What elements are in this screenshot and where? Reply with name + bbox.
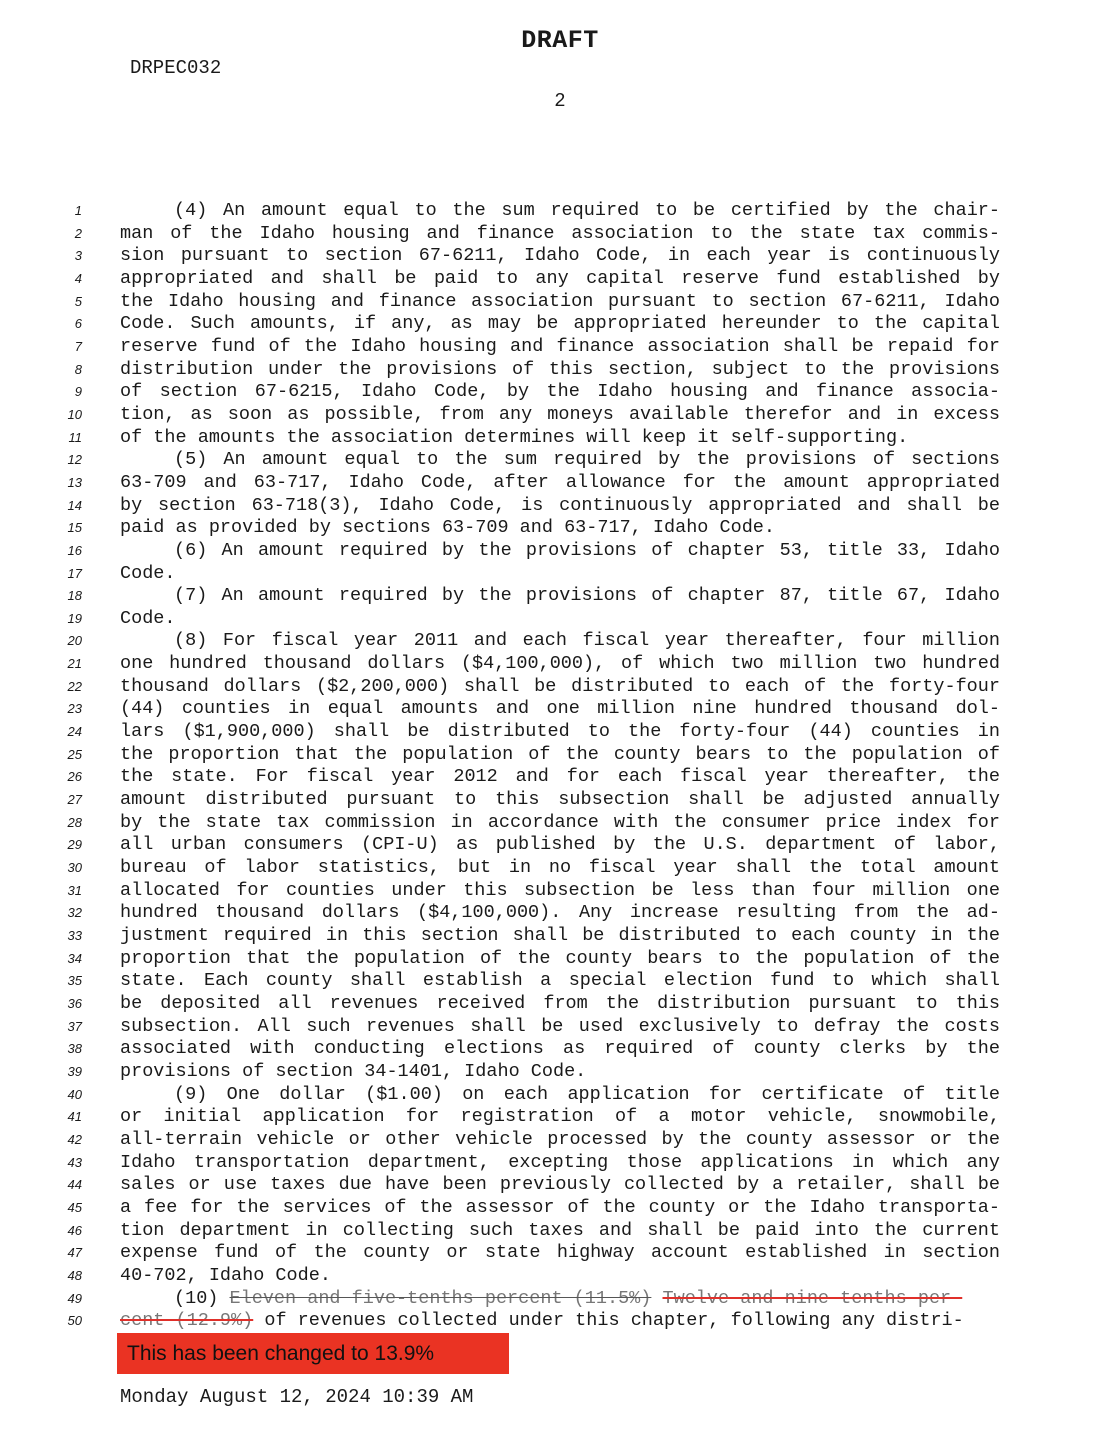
document-line	[0, 427, 1100, 450]
line-number: 9	[74, 384, 82, 400]
struck-old-text: Eleven and five-tenths percent (11.5%)	[229, 1287, 652, 1309]
line-number: 32	[67, 905, 82, 921]
line-number: 22	[67, 678, 82, 694]
line-number: 17	[67, 565, 82, 581]
line-text: Idaho transportation department, excepting those applications in which any	[120, 1151, 1000, 1173]
line-text: thousand dollars ($2,200,000) shall be distributed to each of the forty-four	[120, 675, 1000, 697]
document-line	[0, 540, 1100, 563]
document-line	[0, 902, 1100, 925]
line-number: 24	[67, 724, 82, 740]
document-line	[0, 1174, 1100, 1197]
document-line	[0, 1152, 1100, 1175]
line-number: 8	[74, 361, 82, 377]
line-text: (44) counties in equal amounts and one million nine hundred thousand dol-	[120, 698, 1000, 720]
document-line	[0, 359, 1100, 382]
line-number: 19	[67, 610, 82, 626]
document-line	[0, 653, 1100, 676]
document-line	[0, 698, 1100, 721]
document-line	[0, 721, 1100, 744]
line-text: (6) An amount required by the provisions of chapter 53, title 33, Idaho	[174, 539, 1000, 561]
line-number: 6	[74, 316, 82, 332]
line-number: 40	[67, 1086, 82, 1102]
page-number: 2	[554, 90, 566, 112]
line-text: (8) For fiscal year 2011 and each fiscal year thereafter, four million	[174, 630, 1000, 652]
line-number: 38	[67, 1041, 82, 1057]
document-line	[0, 857, 1100, 880]
line-text: allocated for counties under this subsection be less than four million one	[120, 879, 1000, 901]
line-text: (4) An amount equal to the sum required to be certified by the chair-	[174, 200, 1000, 221]
line-text: by section 63-718(3), Idaho Code, is continuously appropriated and shall be	[120, 494, 1000, 516]
line-number: 21	[67, 656, 82, 672]
line-number: 15	[67, 520, 82, 536]
line-number: 5	[74, 293, 82, 309]
line-text: the Idaho housing and finance association pursuant to section 67-6211, Idaho	[120, 290, 1000, 312]
line-text: by the state tax commission in accordance with the consumer price index for	[120, 811, 1000, 833]
document-line	[0, 1242, 1100, 1265]
document-line	[0, 449, 1100, 472]
document-line	[0, 1197, 1100, 1220]
line-text: state. Each county shall establish a special election fund to which shall	[120, 970, 1000, 992]
line-text: proportion that the population of the county bears to the population of the	[120, 947, 1000, 969]
line-text	[174, 1288, 1000, 1311]
document-line	[0, 834, 1100, 857]
line-text: the state. For fiscal year 2012 and for each fiscal year thereafter, the	[120, 766, 1000, 788]
document-line	[0, 336, 1100, 359]
line-number: 26	[67, 769, 82, 785]
line-text: man of the Idaho housing and finance association to the state tax commis-	[120, 222, 1000, 244]
line-number: 42	[67, 1131, 82, 1147]
document-line	[0, 630, 1100, 653]
line-text: (5) An amount equal to the sum required by the provisions of sections	[174, 449, 1000, 471]
line-text: lars ($1,900,000) shall be distributed to the forty-four (44) counties in	[120, 721, 1000, 743]
struck-new-text-continued: cent (12.9%)	[120, 1310, 254, 1332]
document-line	[0, 1016, 1100, 1039]
line-number: 35	[67, 973, 82, 989]
document-body	[0, 200, 1100, 1333]
line-text: provisions of section 34-1401, Idaho Code.	[120, 1060, 587, 1082]
line-number: 11	[68, 429, 82, 445]
line-number: 41	[67, 1109, 82, 1125]
line-text: all-terrain vehicle or other vehicle processed by the county assessor or the	[120, 1128, 1000, 1150]
line-number: 12	[67, 452, 82, 468]
line-text: subsection. All such revenues shall be used exclusively to defray the costs	[120, 1015, 1000, 1037]
document-id: DRPEC032	[130, 57, 222, 79]
line-text: the proportion that the population of the county bears to the population of	[120, 743, 1000, 765]
document-line	[0, 880, 1100, 903]
document-line	[0, 313, 1100, 336]
document-line	[0, 223, 1100, 246]
document-line	[0, 563, 1100, 586]
line-number: 49	[67, 1290, 82, 1306]
line-text: hundred thousand dollars ($4,100,000). Any increase resulting from the ad-	[120, 902, 1000, 924]
document-line	[0, 268, 1100, 291]
line-text: of the amounts the association determines will keep it self-supporting.	[120, 426, 909, 448]
document-line	[0, 1061, 1100, 1084]
line-number: 27	[67, 792, 82, 808]
line-text: paid as provided by sections 63-709 and 63-717, Idaho Code.	[120, 517, 776, 539]
document-line	[0, 812, 1100, 835]
line-number: 1	[74, 203, 82, 218]
line-text: one hundred thousand dollars ($4,100,000), of which two million two hundred	[120, 653, 1000, 675]
line-number: 37	[67, 1018, 82, 1034]
line-number: 43	[67, 1154, 82, 1170]
draft-watermark-title: DRAFT	[521, 26, 599, 55]
document-line	[0, 517, 1100, 540]
line-text: tion department in collecting such taxes and shall be paid into the current	[120, 1219, 1000, 1241]
line-text: 63-709 and 63-717, Idaho Code, after allowance for the amount appropriated	[120, 471, 1000, 493]
line-text: all urban consumers (CPI-U) as published by the U.S. department of labor,	[120, 834, 1000, 856]
document-line	[0, 925, 1100, 948]
document-line	[0, 970, 1100, 993]
line-number: 39	[67, 1063, 82, 1079]
line-number: 33	[67, 928, 82, 943]
change-annotation: This has been changed to 13.9%	[117, 1333, 509, 1374]
line-text: (9) One dollar ($1.00) on each application for certificate of title	[174, 1083, 1000, 1105]
document-line	[0, 766, 1100, 789]
document-line	[0, 948, 1100, 971]
line-text: justment required in this section shall be distributed to each county in the	[120, 925, 1000, 946]
line-text: (7) An amount required by the provisions of chapter 87, title 67, Idaho	[174, 585, 1000, 607]
line-text: amount distributed pursuant to this subsection shall be adjusted annually	[120, 789, 1000, 811]
line-number: 47	[67, 1245, 82, 1261]
document-line	[0, 1084, 1100, 1107]
document-line	[0, 291, 1100, 314]
line-number: 20	[67, 633, 82, 649]
line-text: of section 67-6215, Idaho Code, by the Idaho housing and finance associa-	[120, 381, 1000, 403]
line-text: bureau of labor statistics, but in no fiscal year shall the total amount	[120, 857, 1000, 879]
document-line	[0, 1038, 1100, 1061]
line-number: 45	[67, 1199, 82, 1215]
line-number: 23	[67, 701, 82, 717]
line-text: Code.	[120, 562, 176, 584]
line-number: 29	[67, 837, 82, 853]
line-number: 28	[67, 814, 82, 830]
document-line	[0, 1129, 1100, 1152]
line-text: Code. Such amounts, if any, as may be appropriated hereunder to the capital	[120, 313, 1000, 335]
line-number: 36	[67, 995, 82, 1011]
line-text: sales or use taxes due have been previously collected by a retailer, shall be	[120, 1174, 1000, 1196]
document-line	[0, 676, 1100, 699]
line-rest-text: of revenues collected under this chapter, following any distri-	[253, 1310, 964, 1332]
struck-new-text: Twelve and nine-tenths per-	[662, 1287, 963, 1309]
line-number: 30	[67, 860, 82, 876]
line-number: 2	[74, 225, 82, 241]
line-number: 50	[67, 1313, 82, 1329]
document-line-49	[0, 1288, 1100, 1311]
document-line	[0, 608, 1100, 631]
footer-timestamp: Monday August 12, 2024 10:39 AM	[120, 1386, 474, 1408]
line-text: tion, as soon as possible, from any moneys available therefor and in excess	[120, 403, 1000, 425]
document-line	[0, 245, 1100, 268]
line-text: 40-702, Idaho Code.	[120, 1264, 331, 1286]
document-line	[0, 1265, 1100, 1288]
line-number: 13	[67, 474, 82, 490]
line-number: 4	[74, 270, 82, 286]
document-line	[0, 1106, 1100, 1129]
document-line	[0, 381, 1100, 404]
document-line	[0, 495, 1100, 518]
line-text: reserve fund of the Idaho housing and finance association shall be repaid for	[120, 335, 1000, 357]
line-text: expense fund of the county or state highway account established in section	[120, 1242, 1000, 1264]
line-number: 16	[67, 542, 82, 558]
line-text: appropriated and shall be paid to any capital reserve fund established by	[120, 267, 1000, 289]
line-number: 34	[67, 950, 82, 966]
line-number: 48	[67, 1267, 82, 1283]
line-number: 44	[67, 1177, 82, 1193]
line-text	[120, 1310, 1000, 1333]
line-text: or initial application for registration of a motor vehicle, snowmobile,	[120, 1106, 1000, 1128]
line-text: Code.	[120, 607, 176, 629]
line-number: 7	[74, 338, 82, 354]
line-text: a fee for the services of the assessor of the county or the Idaho transporta-	[120, 1196, 1000, 1218]
document-line	[0, 744, 1100, 767]
line-number: 18	[67, 588, 82, 604]
document-line-50	[0, 1310, 1100, 1333]
line-text: distribution under the provisions of this section, subject to the provisions	[120, 358, 1000, 380]
document-line	[0, 789, 1100, 812]
document-line	[0, 404, 1100, 427]
subsection-prefix: (10)	[174, 1287, 230, 1309]
line-number: 10	[67, 406, 82, 422]
line-number: 31	[67, 882, 82, 898]
line-text: sion pursuant to section 67-6211, Idaho Code, in each year is continuously	[120, 245, 1000, 267]
line-number: 3	[74, 248, 82, 264]
line-number: 25	[67, 746, 82, 762]
document-line	[0, 200, 1100, 223]
document-line	[0, 1220, 1100, 1243]
line-text: be deposited all revenues received from the distribution pursuant to this	[120, 992, 1000, 1014]
document-line	[0, 585, 1100, 608]
line-number: 14	[67, 497, 82, 513]
line-number: 46	[67, 1222, 82, 1238]
document-line	[0, 472, 1100, 495]
document-line	[0, 993, 1100, 1016]
line-text: associated with conducting elections as required of county clerks by the	[120, 1038, 1000, 1060]
